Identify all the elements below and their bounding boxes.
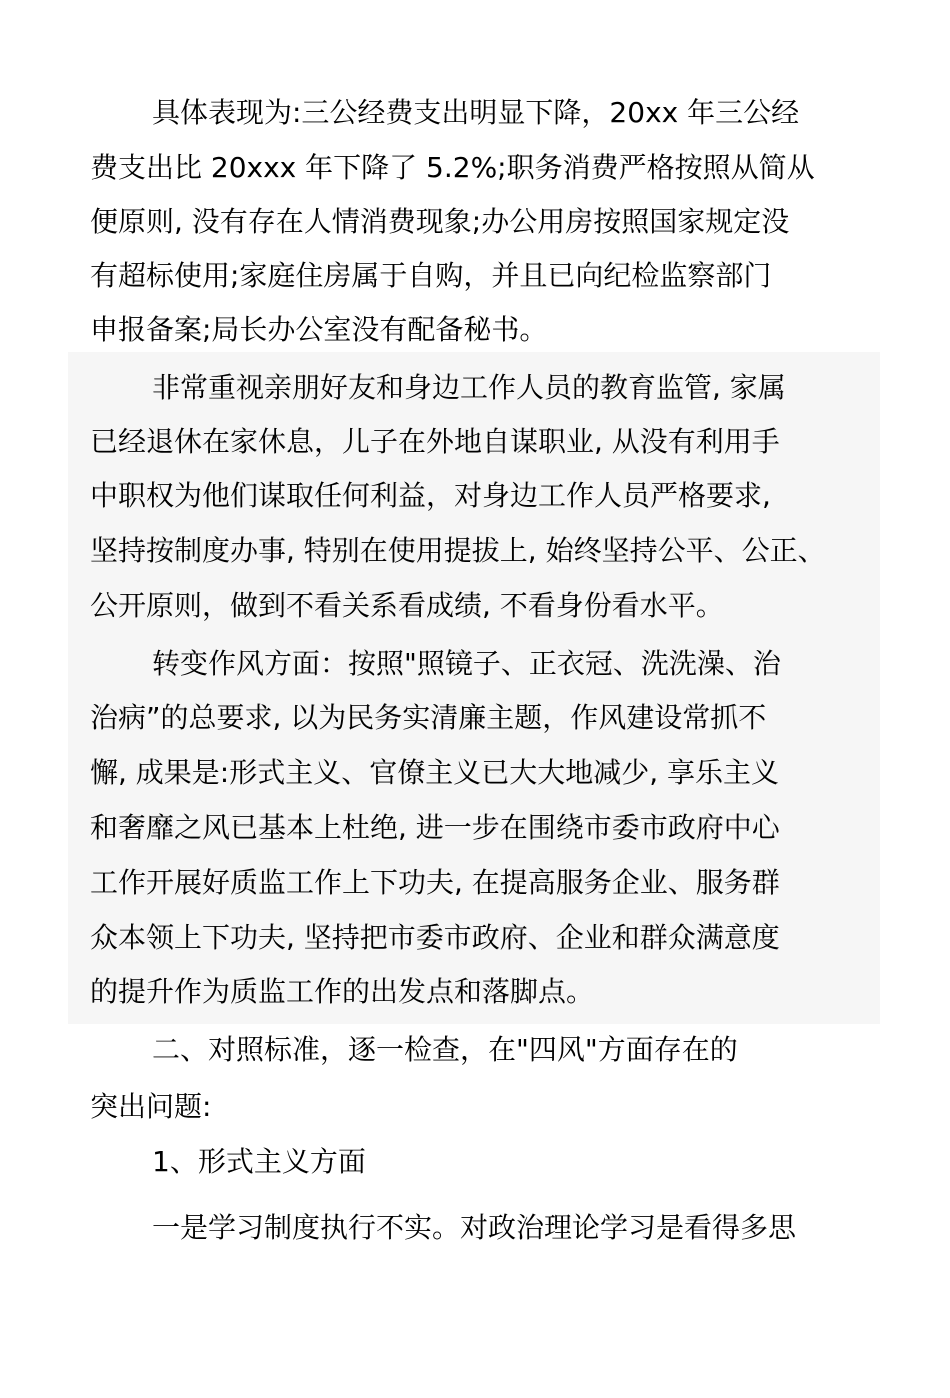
- text-line: 已经退休在家休息，儿子在外地自谋职业, 从没有利用手: [90, 425, 780, 458]
- text-line: 中职权为他们谋取任何利益，对身边工作人员严格要求,: [90, 479, 771, 512]
- text-line: 非常重视亲朋好友和身边工作人员的教育监管, 家属: [152, 371, 786, 404]
- text-line: 有超标使用;家庭住房属于自购，并且已向纪检监察部门: [90, 259, 772, 292]
- text-line: 工作开展好质监工作上下功夫, 在提高服务企业、服务群: [90, 866, 780, 899]
- subheading: 1、形式主义方面: [152, 1145, 366, 1178]
- text-line: 费支出比 20xxx 年下降了 5.2%;职务消费严格按照从简从: [90, 151, 815, 184]
- text-line: 具体表现为:三公经费支出明显下降，20xx 年三公经: [152, 96, 800, 129]
- heading-line: 突出问题:: [90, 1090, 212, 1123]
- text-line: 众本领上下功夫, 坚持把市委市政府、企业和群众满意度: [90, 921, 780, 954]
- heading-line: 二、对照标准，逐一检查，在"四风"方面存在的: [152, 1033, 738, 1066]
- text-line: 便原则, 没有存在人情消费现象;办公用房按照国家规定没: [90, 205, 790, 238]
- text-line: 申报备案;局长办公室没有配备秘书。: [90, 313, 548, 346]
- text-line: 公开原则，做到不看关系看成绩, 不看身份看水平。: [90, 589, 724, 622]
- text-line: 治病”的总要求, 以为民务实清廉主题，作风建设常抓不: [90, 701, 767, 734]
- paragraph: 一是学习制度执行不实。对政治理论学习是看得多思: [152, 1211, 797, 1244]
- text-line: 坚持按制度办事, 特别在使用提拔上, 始终坚持公平、公正、: [90, 534, 826, 567]
- text-line: 懈, 成果是:形式主义、官僚主义已大大地减少, 享乐主义: [90, 756, 780, 789]
- text-line: 转变作风方面：按照"照镜子、正衣冠、洗洗澡、治: [152, 647, 781, 680]
- text-line: 和奢靡之风已基本上杜绝, 进一步在围绕市委市政府中心: [90, 811, 780, 844]
- text-line: 的提升作为质监工作的出发点和落脚点。: [90, 975, 595, 1008]
